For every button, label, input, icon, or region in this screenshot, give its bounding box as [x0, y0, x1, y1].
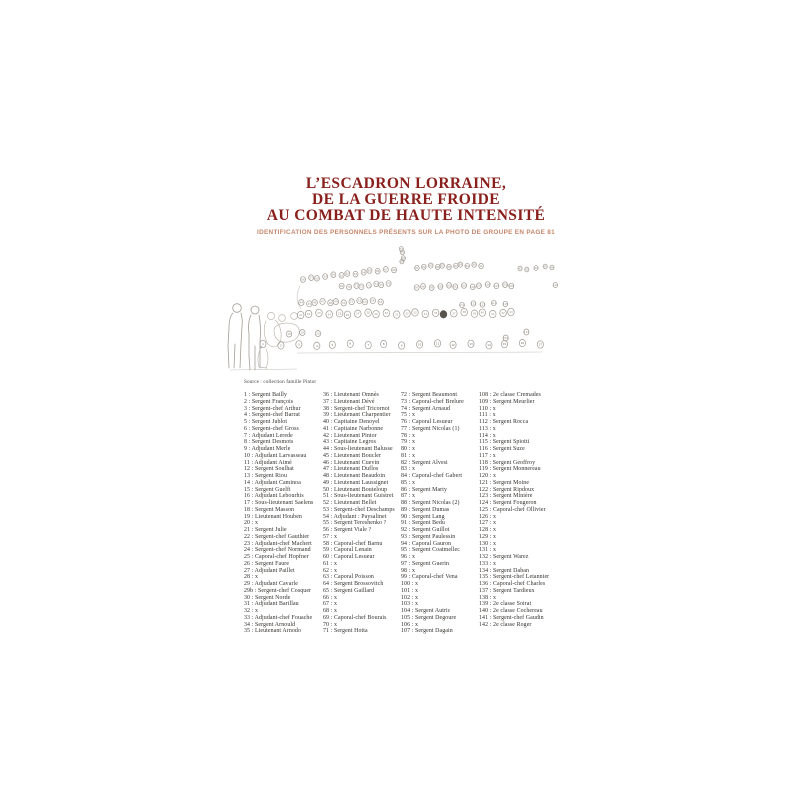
sketch-head-number: 79 — [401, 256, 406, 261]
roster-entry: 75 : x — [401, 412, 416, 419]
roster-entry: 93 : Sergent Paulessin — [401, 533, 456, 540]
title-line-2: DE LA GUERRE FROIDE — [311, 190, 501, 208]
roster-entry: 3 : Sergent-chef Arthur — [244, 405, 301, 412]
roster-entry: 129 : x — [479, 533, 497, 540]
roster-entry: 119 : Sergent Monnereau — [479, 466, 541, 473]
roster-entry: 136 : Caporal-chef Charles — [479, 581, 546, 587]
roster-entry: 122 : Sergent Ripdoux — [479, 486, 535, 493]
roster-entry: 12 : Sergent Soulhat — [244, 466, 294, 473]
sketch-head-number: 113 — [479, 302, 486, 307]
roster-entry: 62 : x — [323, 567, 338, 574]
sketch-head-number: 64 — [361, 270, 366, 275]
sketch-head-outline — [440, 311, 447, 318]
sketch-head-number: 55 — [378, 300, 383, 304]
roster-entry: 101 : x — [401, 587, 419, 594]
roster-entry: 36 : Lieutenant Omnès — [323, 392, 379, 398]
sketch-head-number: 90 — [472, 262, 476, 267]
roster-entry: 23 : Adjudant-chef Machert — [244, 540, 312, 547]
sketch-head-number: 2 — [280, 343, 282, 348]
sketch-head-number: 98 — [421, 284, 425, 289]
roster-entry: 34 : Sergent Arnould — [244, 621, 296, 628]
sketch-head-number: 117 — [523, 330, 529, 334]
roster-entry: 120 : x — [479, 473, 497, 479]
roster-entry: 85 : x — [401, 479, 416, 486]
sketch-head-number: 94 — [534, 266, 538, 270]
roster-entry: 140 : 2e classe Cochereau — [479, 608, 543, 614]
sketch-head-number: 112 — [470, 301, 477, 306]
sketch-head-number: 13 — [469, 341, 473, 346]
roster-entry: 27 : Adjudant Paillet — [244, 567, 295, 574]
roster-entry: 40 : Capitaine Denoyel — [323, 419, 380, 425]
roster-entry: 15 : Sergent Guelfi — [244, 486, 291, 493]
roster-entry: 111 : x — [479, 412, 496, 419]
roster-entry: 13 : Sergent Riou — [244, 473, 287, 479]
roster-entry: 109 : Sergent Meurlier — [479, 398, 535, 405]
roster-entry: 107 : Sergent Dagain — [401, 628, 453, 635]
sketch-head-number: 73 — [367, 283, 371, 288]
roster-entry: 51 : Sous-lieutenant Guistret — [323, 493, 394, 500]
roster-entry: 102 : x — [401, 594, 419, 601]
sketch-head-number: 48 — [328, 300, 333, 305]
roster-entry: 134 : Sergent Daban — [479, 567, 530, 574]
roster-entry: 72 : Sergent Beaumont — [401, 392, 458, 398]
sketch-head-number: 50 — [342, 300, 346, 305]
roster-entry: 106 : x — [401, 621, 419, 628]
sketch-head-number: 89 — [465, 263, 469, 268]
roster-entry: 84 : Caporal-chef Gabert — [401, 473, 463, 479]
roster-entry: 20 : x — [244, 520, 259, 527]
sketch-head-number: 87 — [454, 263, 458, 268]
sketch-head-number: 84 — [435, 264, 440, 269]
roster-entry: 81 : x — [401, 452, 416, 459]
roster-entry: 125 : Caporal-chef Ollivier — [479, 506, 546, 513]
sketch-head-number: 77 — [399, 247, 404, 251]
sketch-head-number: 27 — [356, 311, 360, 316]
roster-entry: 142 : 2e classe Roger — [479, 621, 532, 628]
roster-entry: 94 : Caporal Gauron — [401, 540, 452, 547]
roster-entry: 10 : Adjudant Larvasseau — [244, 452, 307, 459]
sketch-head-number: 16 — [520, 341, 525, 346]
roster-entry: 29 : Adjudant Cavarle — [244, 581, 298, 587]
title-line-3: AU COMBAT DE HAUTE INTENSITÉ — [266, 206, 546, 224]
sketch-head-number: 39 — [472, 311, 477, 316]
sketch-head-number: 63 — [353, 272, 358, 277]
sketch-head-number: 100 — [437, 284, 443, 289]
sketch-heads — [260, 247, 558, 350]
sketch-head-number: 115 — [502, 302, 508, 306]
roster-entry: 4 : Sergent-chef Barrat — [244, 412, 301, 419]
roster-entry: 76 : Caporal Lesueur — [401, 419, 453, 425]
roster-entry: 57 : x — [323, 533, 338, 540]
roster-entry: 68 : x — [323, 608, 338, 614]
roster-entry: 17 : Sous-lieutenant Saelens — [244, 500, 314, 506]
roster-entry: 82 : Sergent Alvesi — [401, 459, 448, 466]
sketch-head-number: 106 — [485, 282, 491, 287]
roster-entry: 108 : 2e classe Cremades — [479, 392, 541, 398]
roster-entry: 7 : Adjudant Lerede — [244, 432, 293, 439]
sketch-head-number: 44 — [299, 300, 304, 305]
roster-entry: 138 : x — [479, 594, 497, 601]
sketch-head-number: 35 — [433, 310, 438, 315]
roster-entry: 77 : Sergent Nicolas (1) — [401, 425, 460, 432]
sketch-head-number: 28 — [366, 310, 370, 315]
sketch-head-number: 45 — [307, 301, 311, 306]
sketch-head-number: 66 — [375, 269, 380, 274]
sketch-head-number: 57 — [309, 275, 313, 280]
sketch-head-number: 9 — [400, 343, 403, 348]
roster-column-3 — [401, 392, 487, 635]
roster-entry: 121 : Sergent Moine — [479, 479, 530, 486]
roster-entry: 45 : Lieutenant Boucler — [323, 452, 382, 459]
sketch-head-number: 109 — [508, 284, 514, 288]
sketch-head-number: 107 — [493, 283, 499, 288]
sketch-head-number: 22 — [306, 311, 311, 316]
sketch-head-number: 23 — [317, 310, 321, 315]
article-subtitle: IDENTIFICATION DES PERSONNELS PRÉSENTS SUR LA PHOTO DE GROUPE EN PAGE 81 — [257, 229, 555, 236]
sketch-head-number: 88 — [458, 262, 463, 267]
sketch-head-number: 29 — [374, 312, 378, 317]
roster-entry: 9 : Adjudant Merle — [244, 446, 291, 452]
sketch-head-number: 54 — [371, 298, 375, 303]
sketch-head-number: 31 — [395, 312, 399, 317]
roster-entry: 100 : x — [401, 581, 419, 587]
roster-entry: 112 : Sergent Rocca — [479, 419, 529, 425]
sketch-head-number: 101 — [446, 283, 452, 288]
sketch-head-number: 75 — [379, 282, 383, 287]
group-photo-sketch — [222, 246, 586, 378]
sketch-head-number: 61 — [339, 273, 344, 278]
roster-entry: 132 : Sergent Warez — [479, 554, 529, 560]
sketch-head-number: 17 — [538, 342, 543, 347]
sketch-head-number: 52 — [357, 298, 362, 303]
sketch-head-number: 5 — [331, 342, 334, 347]
roster-entry: 86 : Sergent Marty — [401, 486, 448, 493]
roster-entry: 14 : Adjudant Caminoa — [244, 479, 301, 486]
roster-entry: 126 : x — [479, 513, 497, 520]
sketch-head-number: 96 — [550, 265, 554, 270]
sketch-head-number: 76 — [386, 281, 391, 286]
sketch-head-number: 60 — [331, 272, 336, 277]
sketch-head-number: 91 — [479, 264, 483, 268]
sketch-head-number: 37 — [452, 311, 456, 316]
sketch-head-number: 46 — [312, 300, 317, 305]
sketch-head-number: 12 — [451, 342, 455, 347]
roster-entry: 69 : Caporal-chef Bourais — [323, 614, 387, 621]
roster-column-2 — [323, 392, 409, 635]
roster-entry: 65 : Sergent Gaillard — [323, 587, 375, 594]
roster-entry: 54 : Adjudant : Paysalinet — [323, 513, 387, 520]
roster-entry: 89 : Sergent Dumas — [401, 506, 450, 513]
roster-entry: 131 : x — [479, 547, 497, 554]
roster-entry: 70 : x — [323, 621, 338, 628]
roster-entry: 96 : x — [401, 554, 416, 560]
sketch-head-number: 3 — [297, 342, 300, 347]
sketch-head-number: 25 — [337, 311, 342, 316]
sketch-head-number: 105 — [476, 283, 482, 288]
sketch-head-number: 99 — [429, 285, 434, 290]
roster-entry: 71 : Sergent Hotta — [323, 628, 368, 635]
roster-column-1 — [244, 392, 330, 635]
sketch-head-number: 43 — [509, 310, 513, 314]
roster-entry: 33 : Adjudant-chef Fouache — [244, 614, 313, 621]
roster-entry: 26 : Sergent Faure — [244, 560, 290, 567]
roster-entry: 141 : Sergent-chef Gaudin — [479, 614, 544, 621]
sketch-head-number: 82 — [422, 264, 426, 269]
sketch-head-number: 30 — [384, 311, 389, 316]
sketch-head-number: 1 — [262, 342, 264, 346]
roster-entry: 123 : Sergent Minière — [479, 493, 533, 500]
sketch-head-number: 53 — [363, 299, 367, 304]
sketch-head-number: 81 — [415, 266, 419, 270]
roster-entry: 127 : x — [479, 520, 497, 527]
sketch-head-number: 62 — [345, 271, 350, 276]
sketch-head-number: 70 — [347, 285, 351, 290]
roster-entry: 105 : Sergent Degoure — [401, 614, 457, 621]
roster-entry: 11 : Adjudant Aimé — [244, 459, 292, 466]
sketch-head-number: 74 — [374, 281, 378, 286]
roster-entry: 92 : Sergent Guillot — [401, 527, 450, 533]
roster-entry: 130 : x — [479, 540, 497, 547]
sketch-head-number: 95 — [543, 264, 547, 269]
article-title — [206, 176, 606, 223]
roster-entry: 83 : x — [401, 466, 416, 473]
roster-entry: 61 : x — [323, 560, 338, 567]
roster-entry: 55 : Sergent Tereshenko ? — [323, 520, 387, 527]
sketch-head-number: 49 — [334, 299, 338, 304]
roster-entry: 18 : Sergent Masson — [244, 506, 295, 513]
roster-entry: 5 : Sergent Jublot — [244, 419, 288, 425]
roster-entry: 30 : Sergent Norde — [244, 594, 291, 601]
roster-entry: 88 : Sergent Nicolas (2) — [401, 500, 460, 506]
roster-entry: 78 : x — [401, 432, 416, 439]
sketch-head-number: 116 — [503, 336, 509, 340]
sketch-head-number: 18 — [287, 332, 291, 336]
sketch-head-number: 41 — [491, 312, 495, 317]
roster-entry: 2 : Sergent François — [244, 398, 294, 405]
roster-entry: 64 : Sergent Brossovitch — [323, 581, 384, 587]
sketch-head-number: 65 — [367, 268, 372, 273]
roster-entry: 60 : Caporal Lesueur — [323, 554, 375, 560]
roster-entry: 124 : Sergent Fougeron — [479, 500, 537, 506]
roster-entry: 118 : Sergent Geoffroy — [479, 459, 536, 466]
sketch-head-number: 71 — [354, 283, 359, 288]
roster-entry: 39 : Lieutenant Charpentier — [323, 412, 391, 419]
roster-entry: 59 : Caporal Lenain — [323, 547, 372, 554]
sketch-head-number: 7 — [367, 343, 370, 348]
roster-entry: 22 : Sergent-chef Gauthier — [244, 533, 310, 540]
roster-entry: 35 : Lieutenant Arnodo — [244, 628, 302, 635]
roster-entry: 139 : 2e classe Soirat — [479, 601, 532, 608]
sketch-head-number: 20 — [316, 331, 320, 336]
roster-entry: 29b : Sergent-chef Cosquer — [244, 587, 312, 594]
roster-entry: 28 : x — [244, 574, 259, 581]
sketch-head-number: 26 — [345, 312, 350, 317]
roster-entry: 73 : Caporal-chef Brelure — [401, 398, 464, 405]
roster-entry: 74 : Sergent Arnaud — [401, 405, 451, 412]
roster-entry: 137 : Sergent Tardieux — [479, 587, 535, 594]
roster-entry: 67 : x — [323, 601, 338, 608]
roster-entry: 115 : Sergent Spiotti — [479, 439, 530, 446]
roster-entry: 37 : Lieutenant Dévé — [323, 398, 375, 405]
sketch-head-number: 8 — [382, 342, 385, 347]
sketch-head-number: 114 — [491, 301, 497, 305]
roster-entry: 79 : x — [401, 439, 416, 446]
roster-entry: 117 : x — [479, 452, 496, 459]
sketch-head-number: 15 — [502, 342, 507, 347]
roster-entry: 1 : Sergent Bailly — [244, 392, 288, 398]
sketch-head-number: 92 — [518, 266, 522, 271]
sketch-head-number: 14 — [487, 343, 491, 348]
roster-entry: 104 : Sergent Autric — [401, 608, 451, 614]
sketch-head-number: 58 — [315, 276, 319, 281]
sketch-head-number: 51 — [349, 299, 354, 304]
roster-entry: 63 : Caporal Poisson — [323, 574, 374, 581]
roster-entry: 58 : Caporal-chef Barnu — [323, 540, 383, 547]
roster-entry: 31 : Adjudant Barillau — [244, 601, 299, 608]
roster-entry: 87 : x — [401, 493, 416, 500]
sketch-head-number: 111 — [459, 303, 465, 307]
sketch-head-number: 40 — [480, 310, 485, 315]
roster-entry: 99 : Caporal-chef Vena — [401, 574, 458, 581]
sketch-head-number: 69 — [339, 284, 344, 288]
roster-entry: 25 : Caporal-chef Hopfner — [244, 554, 309, 560]
roster-entry: 98 : x — [401, 567, 416, 574]
roster-entry: 53 : Sergent-chef Deschamps — [323, 506, 395, 513]
roster-entry: 110 : x — [479, 405, 496, 412]
sketch-head-number: 97 — [414, 285, 419, 290]
roster-entry: 128 : x — [479, 527, 497, 533]
sketch-head-number: 24 — [327, 312, 331, 317]
roster-entry: 43 : Capitaine Legros — [323, 439, 376, 446]
sketch-head-number: 67 — [384, 267, 388, 272]
roster-entry: 38 : Sergent-chef Tricornot — [323, 405, 390, 412]
roster-entry: 41 : Capitaine Narbonne — [323, 425, 384, 432]
sketch-head-number: 56 — [301, 277, 305, 282]
roster-entry: 8 : Sergent Desmots — [244, 439, 294, 446]
roster-entry: 91 : Sergent Bedu — [401, 520, 445, 527]
roster-entry: 44 : Sous-lieutenant Balusse — [323, 446, 393, 452]
sketch-head-number: 38 — [462, 310, 466, 315]
sketch-head-number: 21 — [298, 313, 303, 317]
roster-entry: 97 : Sergent Guerin — [401, 560, 450, 567]
sketch-head-number: 85 — [440, 263, 444, 268]
sketch-head-number: 110 — [552, 283, 558, 287]
sketch-head-number: 80 — [400, 259, 404, 264]
sketch-head-number: 93 — [525, 267, 529, 272]
sketch-head-number: 32 — [405, 311, 409, 316]
sketch-head-number: 103 — [461, 283, 467, 288]
roster-entry: 80 : x — [401, 446, 416, 452]
sketch-head-number: 86 — [447, 265, 451, 269]
sketch-head-number: 33 — [413, 310, 417, 315]
roster-entry: 103 : x — [401, 601, 419, 608]
sketch-head-number: 11 — [435, 341, 440, 346]
roster-entry: 95 : Sergent Coatmellec — [401, 547, 460, 554]
roster-entry: 46 : Lieutenant Cuevin — [323, 459, 380, 466]
roster-entry: 114 : x — [479, 432, 496, 439]
roster-entry: 24 : Sergent-chef Normand — [244, 547, 311, 554]
sketch-head-number: 47 — [320, 299, 325, 304]
sketch-head-number: 42 — [501, 311, 505, 316]
roster-entry: 52 : Lieutenant Bellet — [323, 500, 377, 506]
roster-entry: 21 : Sergent Julie — [244, 527, 287, 533]
sketch-head-number: 78 — [400, 250, 405, 255]
title-line-1: L’ESCADRON LORRAINE, — [305, 175, 507, 192]
roster-entry: 32 : x — [244, 608, 259, 614]
sketch-head-number: 108 — [502, 282, 508, 287]
sketch-head-number: 68 — [392, 268, 396, 272]
sketch-head-number: 102 — [452, 284, 458, 289]
sketch-head-number: 72 — [359, 284, 364, 289]
roster-entry: 90 : Sergent Lang — [401, 513, 445, 520]
roster-entry: 49 : Lieutenant Laussignet — [323, 479, 389, 486]
sketch-head-number: 6 — [349, 341, 352, 346]
roster-entry: 19 : Lieutenant Houben — [244, 513, 302, 520]
photo-credit: Source : collection famille Pintor — [244, 379, 317, 385]
roster-entry: 66 : x — [323, 594, 338, 601]
sketch-head-number: 104 — [470, 284, 476, 289]
sketch-head-number: 59 — [323, 274, 327, 279]
roster-entry: 135 : Sergent-chef Letannier — [479, 574, 550, 581]
roster-entry: 50 : Lieutenant Bouteloup — [323, 486, 388, 493]
roster-entry: 133 : x — [479, 560, 497, 567]
roster-entry: 42 : Lieutenant Pintor — [323, 432, 377, 439]
sketch-head-number: 34 — [423, 311, 427, 316]
roster-entry: 16 : Adjudant Lebourhis — [244, 493, 304, 500]
roster-entry: 48 : Lieutenant Beaudoin — [323, 473, 386, 479]
roster-entry: 56 : Sergent Viale ? — [323, 527, 372, 533]
roster-entry: 47 : Lieutenant Duflos — [323, 466, 379, 473]
sketch-head-number: 19 — [300, 330, 305, 335]
roster-column-4 — [479, 392, 565, 628]
roster-entry: 6 : Sergent-chef Gross — [244, 425, 299, 432]
sketch-head-number: 10 — [417, 342, 422, 347]
sketch-head-number: 83 — [429, 263, 433, 268]
roster-entry: 113 : x — [479, 425, 496, 432]
sketch-head-number: 4 — [315, 343, 318, 348]
roster-entry: 116 : Sergent Suze — [479, 446, 525, 452]
